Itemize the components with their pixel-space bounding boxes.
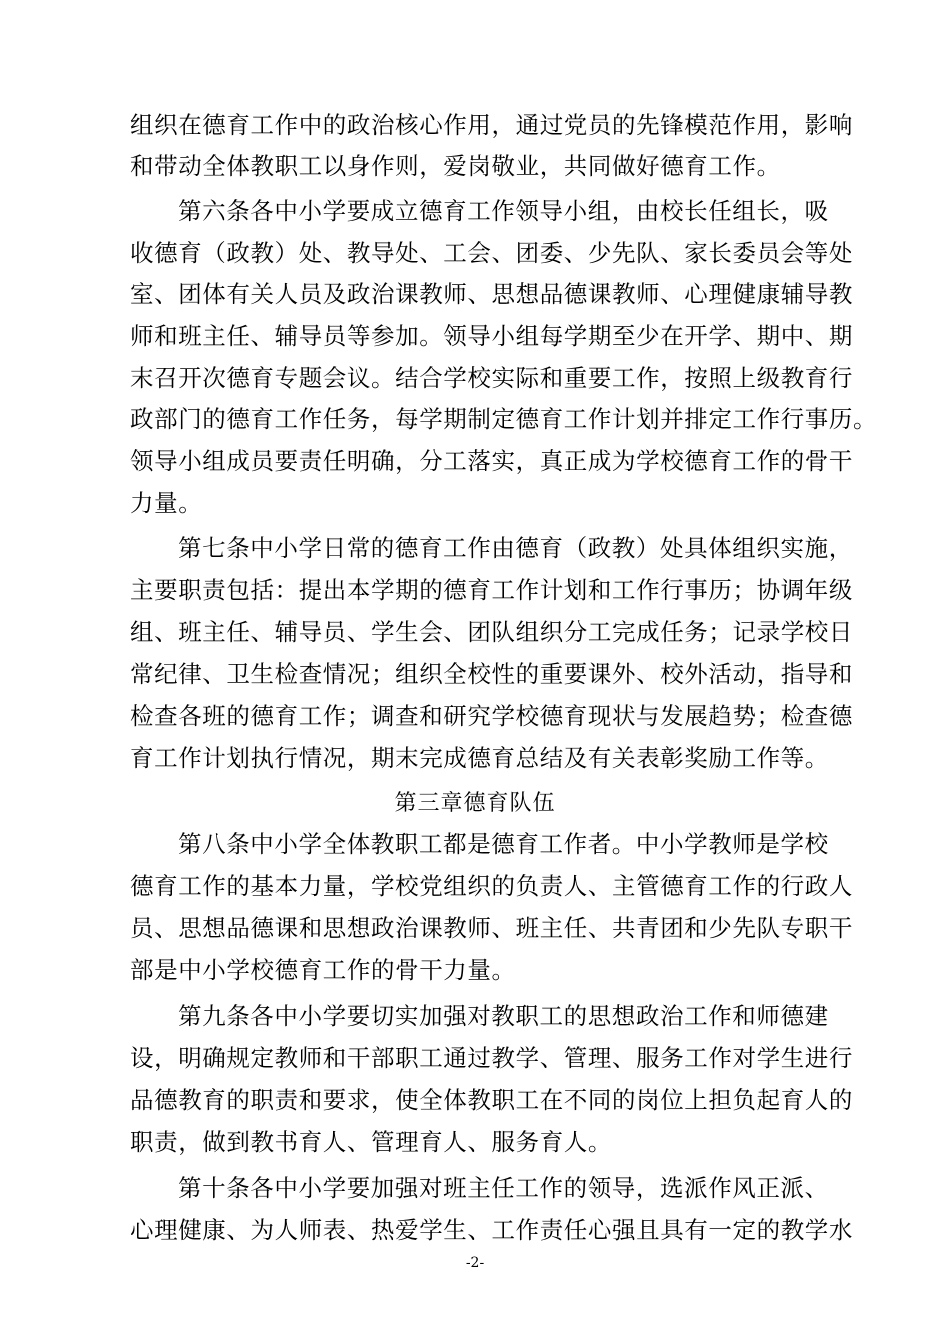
article-6-first-line: 第六条各中小学要成立德育工作领导小组，由校长任组长，吸 — [178, 197, 829, 225]
paragraph-line: 室、团体有关人员及政治课教师、思想品德课教师、心理健康辅导教 — [130, 280, 853, 308]
paragraph-line: 设，明确规定教师和干部职工通过教学、管理、服务工作对学生进行 — [130, 1044, 853, 1072]
article-7-first-line: 第七条中小学日常的德育工作由德育（政教）处具体组织实施， — [178, 534, 853, 562]
paragraph-line: 品德教育的职责和要求，使全体教职工在不同的岗位上担负起育人的 — [130, 1086, 853, 1114]
article-10-first-line: 第十条各中小学要加强对班主任工作的领导，选派作风正派、 — [178, 1174, 829, 1202]
paragraph-line: 末召开次德育专题会议。结合学校实际和重要工作，按照上级教育行 — [130, 364, 853, 392]
paragraph-line: 组、班主任、辅导员、学生会、团队组织分工完成任务；记录学校日 — [130, 618, 853, 646]
paragraph-line: 领导小组成员要责任明确，分工落实，真正成为学校德育工作的骨干 — [130, 447, 853, 475]
paragraph-line: 力量。 — [130, 489, 203, 517]
paragraph-line: 师和班主任、辅导员等参加。领导小组每学期至少在开学、期中、期 — [130, 322, 853, 350]
paragraph-line: 主要职责包括：提出本学期的德育工作计划和工作行事历；协调年级 — [130, 576, 853, 604]
paragraph-line: 政部门的德育工作任务，每学期制定德育工作计划并排定工作行事历。 — [130, 405, 878, 433]
paragraph-line: 和带动全体教职工以身作则，爱岗敬业，共同做好德育工作。 — [130, 152, 781, 180]
paragraph-line: 部是中小学校德育工作的骨干力量。 — [130, 956, 516, 984]
paragraph-line: 常纪律、卫生检查情况；组织全校性的重要课外、校外活动，指导和 — [130, 660, 853, 688]
chapter-title: 第三章德育队伍 — [394, 791, 556, 816]
article-8-first-line: 第八条中小学全体教职工都是德育工作者。中小学教师是学校 — [178, 830, 829, 858]
paragraph-line: 德育工作的基本力量，学校党组织的负责人、主管德育工作的行政人 — [130, 872, 853, 900]
page-number: -2- — [465, 1255, 485, 1271]
paragraph-line: 收德育（政教）处、教导处、工会、团委、少先队、家长委员会等处 — [130, 239, 853, 267]
paragraph-line: 组织在德育工作中的政治核心作用，通过党员的先锋模范作用，影响 — [130, 111, 853, 139]
paragraph-line: 员、思想品德课和思想政治课教师、班主任、共青团和少先队专职干 — [130, 914, 853, 942]
paragraph-line: 育工作计划执行情况，期末完成德育总结及有关表彰奖励工作等。 — [130, 744, 829, 772]
paragraph-line: 心理健康、为人师表、热爱学生、工作责任心强且具有一定的教学水 — [130, 1216, 853, 1244]
paragraph-line: 职责，做到教书育人、管理育人、服务育人。 — [130, 1128, 612, 1156]
paragraph-line: 检查各班的德育工作；调查和研究学校德育现状与发展趋势；检查德 — [130, 702, 853, 730]
article-9-first-line: 第九条各中小学要切实加强对教职工的思想政治工作和师德建 — [178, 1002, 829, 1030]
